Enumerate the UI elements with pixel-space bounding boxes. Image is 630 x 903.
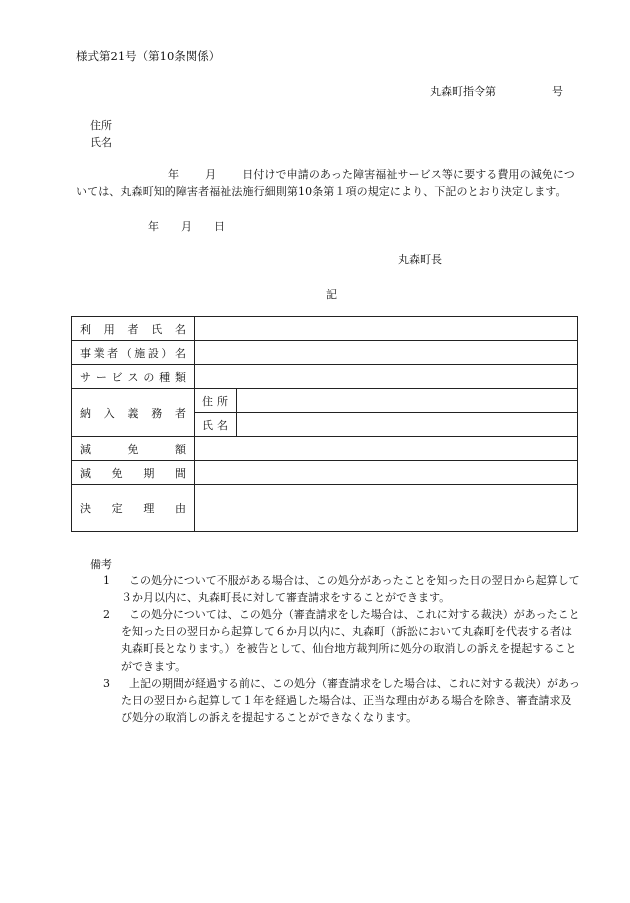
note-item <box>103 572 581 606</box>
payer-name-label <box>195 413 237 437</box>
reduction-period-chars: 減 免 期 間 <box>80 466 186 480</box>
body-main-text: 日付けで申請のあった障害福祉サービス等に要する費用の減免については、丸森町知的障害者福祉法施行細則第10条第１項の規定により、下記のとおり決定します。 <box>76 168 575 198</box>
reduction-amount-chars: 減 免 額 <box>80 442 186 456</box>
body-month: 月 <box>205 168 217 181</box>
payer-label <box>72 389 195 437</box>
payer-address-label <box>195 389 237 413</box>
payer-chars: 納 入 義 務 者 <box>80 406 186 420</box>
payer-address-chars: 住 所 <box>202 394 228 408</box>
service-type-value[interactable] <box>195 365 578 389</box>
user-name-label <box>72 317 195 341</box>
recipient-name-label: 氏名 <box>90 136 112 149</box>
table-row <box>72 437 578 461</box>
recipient-address-label: 住所 <box>90 119 112 132</box>
date-year: 年 <box>148 220 159 233</box>
note-number: 3 <box>103 677 110 690</box>
note-text: この処分については、この処分（審査請求をした場合は、これに対する裁決）があったことを知った日の翌日から起算して６か月以内に、丸森町（訴訟において丸森町を代表する者は丸森町長となります。）を被告として、仙台地方裁判所に処分の取消しの訴えを提起することができます。 <box>121 608 580 673</box>
table-row <box>72 365 578 389</box>
table-row <box>72 317 578 341</box>
note-number: 1 <box>103 574 110 587</box>
note-text: 上記の期間が経過する前に、この処分（審査請求をした場合は、これに対する裁決）があった日の翌日から起算して１年を経過した場合は、正当な理由がある場合を除き、審査請求及び処分の取消しの訴えを提起することができなくなります。 <box>121 677 580 725</box>
decision-reason-chars: 決 定 理 由 <box>80 502 186 515</box>
document-number <box>430 83 563 99</box>
service-type-label <box>72 365 195 389</box>
decision-reason-label <box>72 485 195 532</box>
decision-table <box>71 316 578 532</box>
table-row <box>72 485 578 532</box>
service-type-chars: サ ー ビ ス の 種 類 <box>80 370 186 384</box>
ki-heading: 記 <box>326 288 337 301</box>
date-day: 日 <box>214 220 225 233</box>
notes-title: 備考 <box>90 558 112 571</box>
note-text: この処分について不服がある場合は、この処分があったことを知った日の翌日から起算して３か月以内に、丸森町長に対して審査請求をすることができます。 <box>121 574 580 605</box>
user-name-chars: 利 用 者 氏 名 <box>80 322 186 336</box>
table-row <box>72 389 578 413</box>
note-item <box>103 675 581 727</box>
operator-value[interactable] <box>195 341 578 365</box>
decision-date <box>148 218 225 234</box>
reduction-amount-value[interactable] <box>195 437 578 461</box>
form-number: 様式第21号（第10条関係） <box>76 49 221 63</box>
document-number-suffix: 号 <box>552 85 563 98</box>
note-number: 2 <box>103 608 110 621</box>
payer-name-chars: 氏 名 <box>202 418 228 432</box>
body-year: 年 <box>168 168 180 181</box>
operator-chars: 事 業 者 （ 施 設 ） 名 <box>80 346 186 360</box>
reduction-amount-label <box>72 437 195 461</box>
decision-reason-value[interactable] <box>195 485 578 532</box>
reduction-period-label <box>72 461 195 485</box>
decision-body-text <box>76 166 584 200</box>
operator-label <box>72 341 195 365</box>
issuer: 丸森町長 <box>398 253 442 266</box>
payer-address-value[interactable] <box>237 389 578 413</box>
date-month: 月 <box>181 220 192 233</box>
document-number-prefix: 丸森町指令第 <box>430 85 496 98</box>
table-row <box>72 461 578 485</box>
table-row <box>72 341 578 365</box>
note-item <box>103 606 581 675</box>
reduction-period-value[interactable] <box>195 461 578 485</box>
user-name-value[interactable] <box>195 317 578 341</box>
payer-name-value[interactable] <box>237 413 578 437</box>
